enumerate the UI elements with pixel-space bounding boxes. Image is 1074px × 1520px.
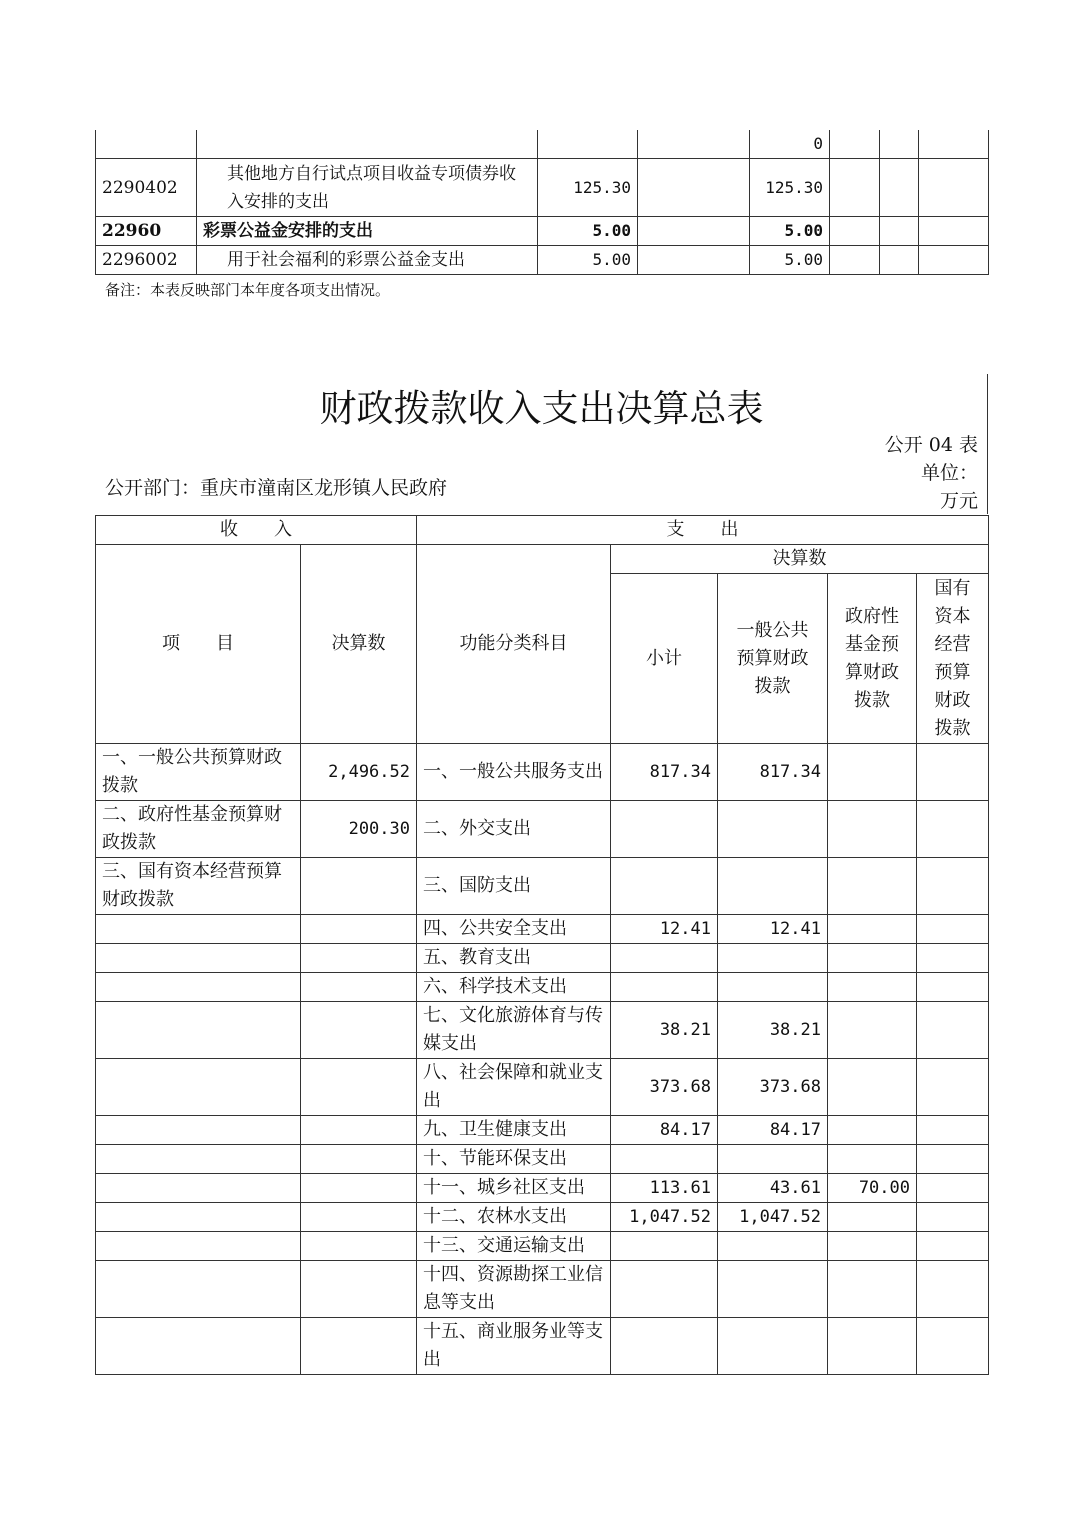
cell-subtotal: 38.21 (611, 1002, 718, 1059)
cell-c8 (919, 159, 989, 217)
cell-fund (828, 1203, 917, 1232)
cell-fund (828, 1002, 917, 1059)
cell-inc-item: 三、国有资本经营预算财政拨款 (96, 858, 301, 915)
table-row (96, 744, 989, 801)
cell-subtotal: 1,047.52 (611, 1203, 718, 1232)
cell-inc-amt (301, 1318, 417, 1375)
cell-inc-item (96, 1145, 301, 1174)
cell-inc-item (96, 1318, 301, 1375)
cell-c6 (830, 130, 880, 159)
cell-subtotal: 113.61 (611, 1174, 718, 1203)
cell-c7 (880, 130, 919, 159)
page-title: 财政拨款收入支出决算总表 (319, 387, 764, 430)
cell-c7 (880, 217, 919, 246)
cell-subtotal: 12.41 (611, 915, 718, 944)
cell-func: 十、节能环保支出 (417, 1145, 611, 1174)
cell-func: 三、国防支出 (417, 858, 611, 915)
cell-general (718, 1145, 828, 1174)
cell-func: 二、外交支出 (417, 801, 611, 858)
cell-subtotal (611, 1261, 718, 1318)
cell-func: 七、文化旅游体育与传媒支出 (417, 1002, 611, 1059)
cell-inc-amt (301, 1059, 417, 1116)
cell-general: 817.34 (718, 744, 828, 801)
cell-func: 十一、城乡社区支出 (417, 1174, 611, 1203)
cell-general: 38.21 (718, 1002, 828, 1059)
cell-func: 五、教育支出 (417, 944, 611, 973)
cell-inc-amt (301, 1116, 417, 1145)
cell-inc-item (96, 1116, 301, 1145)
cell-code: 2290402 (96, 159, 197, 217)
cell-inc-item (96, 1232, 301, 1261)
cell-code (96, 130, 197, 159)
cell-c7 (880, 246, 919, 275)
table-row (96, 1261, 989, 1318)
expense-detail-table (95, 130, 989, 275)
table-row (96, 1145, 989, 1174)
cell-general: 12.41 (718, 915, 828, 944)
cell-inc-amt (301, 944, 417, 973)
cell-func: 九、卫生健康支出 (417, 1116, 611, 1145)
cell-code: 2296002 (96, 246, 197, 275)
cell-project: 5.00 (750, 217, 830, 246)
cell-state (917, 944, 989, 973)
cell-state (917, 973, 989, 1002)
table-row (96, 246, 989, 275)
cell-total: 5.00 (538, 246, 638, 275)
cell-total: 125.30 (538, 159, 638, 217)
general-header: 一般公共预算财政拨款 (718, 574, 828, 744)
cell-inc-item: 一、一般公共预算财政拨款 (96, 744, 301, 801)
table-row (96, 159, 989, 217)
cell-subtotal (611, 944, 718, 973)
cell-func: 十三、交通运输支出 (417, 1232, 611, 1261)
cell-inc-amt (301, 1174, 417, 1203)
cell-subtotal (611, 858, 718, 915)
cell-inc-amt (301, 1002, 417, 1059)
cell-inc-amt: 2,496.52 (301, 744, 417, 801)
cell-general (718, 944, 828, 973)
cell-func: 四、公共安全支出 (417, 915, 611, 944)
cell-inc-item (96, 1203, 301, 1232)
cell-state (917, 1059, 989, 1116)
cell-basic (638, 159, 750, 217)
cell-state (917, 1116, 989, 1145)
cell-c8 (919, 217, 989, 246)
cell-state (917, 801, 989, 858)
cell-fund (828, 858, 917, 915)
table-row (96, 1174, 989, 1203)
cell-basic (638, 130, 750, 159)
cell-func: 一、一般公共服务支出 (417, 744, 611, 801)
cell-general: 43.61 (718, 1174, 828, 1203)
cell-func: 十二、农林水支出 (417, 1203, 611, 1232)
table-row (96, 1318, 989, 1375)
func-header: 功能分类科目 (417, 545, 611, 744)
cell-subtotal: 373.68 (611, 1059, 718, 1116)
cell-general (718, 1232, 828, 1261)
cell-fund (828, 744, 917, 801)
cell-general (718, 858, 828, 915)
table-row (96, 1203, 989, 1232)
cell-fund (828, 1232, 917, 1261)
cell-c6 (830, 159, 880, 217)
income-header: 收 入 (96, 516, 417, 545)
table-row (96, 1059, 989, 1116)
cell-inc-item (96, 1002, 301, 1059)
cell-subtotal: 84.17 (611, 1116, 718, 1145)
cell-project: 5.00 (750, 246, 830, 275)
summary-table (95, 515, 989, 1375)
cell-state (917, 1318, 989, 1375)
table-row (96, 1002, 989, 1059)
form-number: 公开 04 表 (884, 434, 978, 456)
cell-inc-amt (301, 915, 417, 944)
cell-state (917, 1203, 989, 1232)
cell-fund (828, 1318, 917, 1375)
cell-name: 用于社会福利的彩票公益金支出 (197, 246, 538, 275)
cell-inc-amt (301, 1261, 417, 1318)
cell-general: 84.17 (718, 1116, 828, 1145)
cell-inc-item (96, 1059, 301, 1116)
cell-state (917, 1002, 989, 1059)
cell-fund: 70.00 (828, 1174, 917, 1203)
cell-c6 (830, 246, 880, 275)
cell-c8 (919, 130, 989, 159)
cell-subtotal (611, 973, 718, 1002)
cell-inc-amt (301, 973, 417, 1002)
table-row (96, 858, 989, 915)
cell-func: 十五、商业服务业等支出 (417, 1318, 611, 1375)
table-row (96, 973, 989, 1002)
cell-name (197, 130, 538, 159)
table-row (96, 130, 989, 159)
cell-subtotal (611, 1318, 718, 1375)
department-name: 公开部门：重庆市潼南区龙形镇人民政府 (105, 477, 448, 499)
cell-subtotal (611, 801, 718, 858)
table-row (96, 1116, 989, 1145)
cell-state (917, 1261, 989, 1318)
subtotal-header: 小计 (611, 574, 718, 744)
cell-inc-item (96, 915, 301, 944)
cell-code: 22960 (96, 217, 197, 246)
cell-fund (828, 801, 917, 858)
cell-c8 (919, 246, 989, 275)
cell-fund (828, 1116, 917, 1145)
cell-subtotal (611, 1232, 718, 1261)
cell-inc-item (96, 1261, 301, 1318)
cell-state (917, 1232, 989, 1261)
cell-func: 十四、资源勘探工业信息等支出 (417, 1261, 611, 1318)
table-row (96, 915, 989, 944)
cell-state (917, 858, 989, 915)
cell-general (718, 1318, 828, 1375)
cell-c6 (830, 217, 880, 246)
cell-fund (828, 1145, 917, 1174)
cell-fund (828, 1261, 917, 1318)
unit-value: 万元 (939, 490, 978, 512)
cell-general: 373.68 (718, 1059, 828, 1116)
cell-inc-amt: 200.30 (301, 801, 417, 858)
table-row (96, 217, 989, 246)
cell-basic (638, 217, 750, 246)
cell-inc-amt (301, 1232, 417, 1261)
cell-func: 六、科学技术支出 (417, 973, 611, 1002)
expense-header: 支 出 (417, 516, 989, 545)
cell-total: 5.00 (538, 217, 638, 246)
cell-project: 125.30 (750, 159, 830, 217)
cell-total (538, 130, 638, 159)
state-header: 国有资本经营预算财政拨款 (917, 574, 989, 744)
cell-general: 1,047.52 (718, 1203, 828, 1232)
cell-inc-amt (301, 858, 417, 915)
cell-state (917, 1145, 989, 1174)
cell-inc-item: 二、政府性基金预算财政拨款 (96, 801, 301, 858)
cell-func: 八、社会保障和就业支出 (417, 1059, 611, 1116)
unit-label: 单位： (920, 462, 978, 484)
cell-state (917, 1174, 989, 1203)
cell-c7 (880, 159, 919, 217)
cell-fund (828, 944, 917, 973)
cell-state (917, 744, 989, 801)
cell-general (718, 801, 828, 858)
cell-name: 其他地方自行试点项目收益专项债券收入安排的支出 (197, 159, 538, 217)
table-row (96, 801, 989, 858)
cell-name: 彩票公益金安排的支出 (197, 217, 538, 246)
cell-inc-item (96, 1174, 301, 1203)
cell-general (718, 973, 828, 1002)
cell-inc-amt (301, 1203, 417, 1232)
table-row (96, 944, 989, 973)
cell-inc-item (96, 973, 301, 1002)
item-header: 项 目 (96, 545, 301, 744)
fund-header: 政府性基金预算财政拨款 (828, 574, 917, 744)
cell-fund (828, 973, 917, 1002)
cell-inc-item (96, 944, 301, 973)
cell-subtotal: 817.34 (611, 744, 718, 801)
cell-fund (828, 1059, 917, 1116)
cell-subtotal (611, 1145, 718, 1174)
cell-fund (828, 915, 917, 944)
final-header: 决算数 (611, 545, 989, 574)
cell-project: 0 (750, 130, 830, 159)
cell-inc-amt (301, 1145, 417, 1174)
cell-basic (638, 246, 750, 275)
table-note: 备注：本表反映部门本年度各项支出情况。 (105, 281, 391, 299)
cell-state (917, 915, 989, 944)
table-row (96, 1232, 989, 1261)
cell-general (718, 1261, 828, 1318)
amount-header: 决算数 (301, 545, 417, 744)
